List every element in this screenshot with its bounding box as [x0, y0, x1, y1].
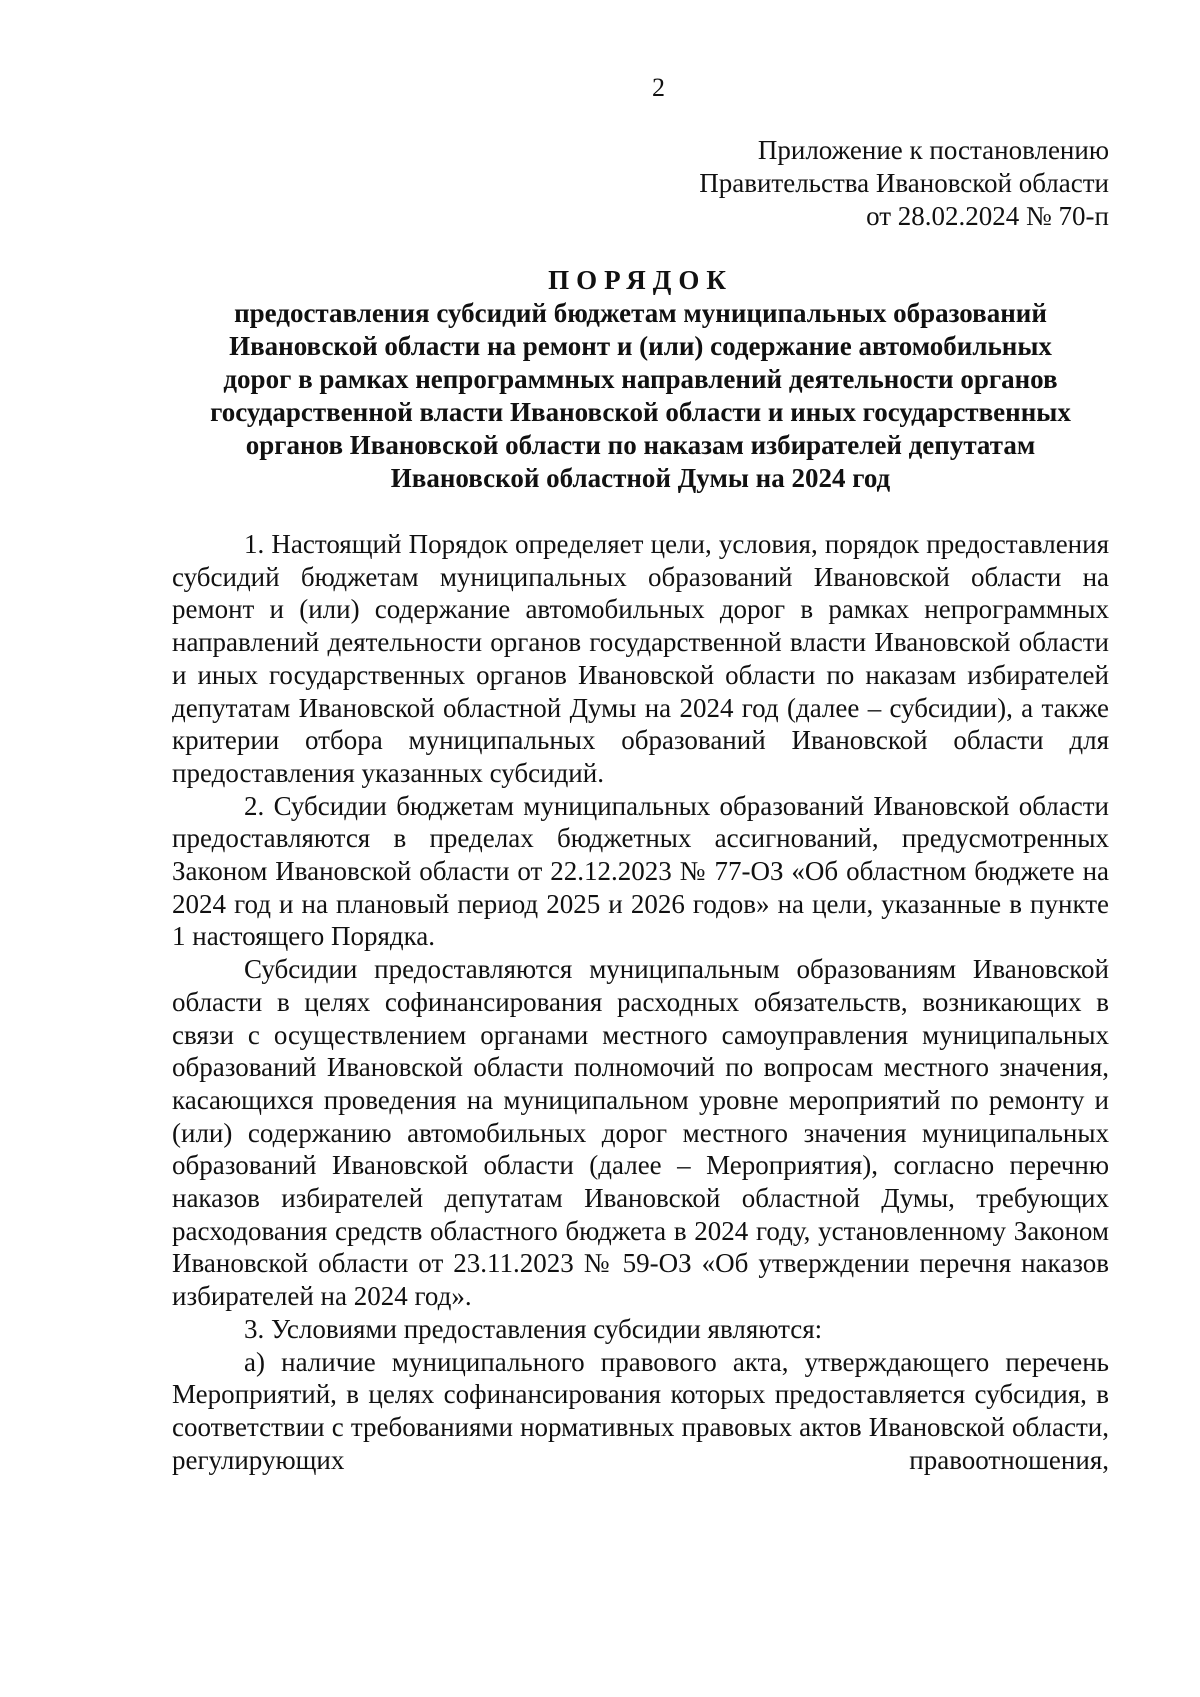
paragraph-5: а) наличие муниципального правового акта, утверждающего перечень Мероприятий, в целях софинансирования которых предоставляется субсидия, в соответствии с требованиями нормативных правовых актов Ивановской области, регулирующих правоотношения, — [172, 1346, 1109, 1475]
paragraph-4: 3. Условиями предоставления субсидии являются: — [244, 1313, 823, 1344]
appendix-header — [172, 134, 1109, 233]
subtitle-line-1: предоставления субсидий бюджетам муниципальных образований — [234, 298, 1047, 328]
subtitle-line-4: государственной власти Ивановской области и иных государственных — [210, 397, 1071, 427]
subtitle-line-3: дорог в рамках непрограммных направлений деятельности органов — [223, 364, 1058, 394]
appendix-line-3: от 28.02.2024 № 70-п — [866, 201, 1109, 231]
subtitle-line-2: Ивановской области на ремонт и (или) содержание автомобильных — [229, 331, 1052, 361]
document-body — [172, 528, 1109, 1476]
subtitle-line-6: Ивановской областной Думы на 2024 год — [390, 463, 891, 493]
paragraph-1: 1. Настоящий Порядок определяет цели, условия, порядок предоставления субсидий бюджетам муниципальных образований Ивановской области на ремонт и (или) содержание автомобильных дорог в рамках непрограммных направлений деятельности органов государственной власти Ивановской области и иных государственных органов Ивановской области по наказам избирателей депутатам Ивановской областной Думы на 2024 год (далее – субсидии), а также критерии отбора муниципальных образований Ивановской области для предоставления указанных субсидий. — [172, 529, 1109, 788]
subtitle-line-5: органов Ивановской области по наказам избирателей депутатам — [245, 430, 1036, 460]
appendix-line-1: Приложение к постановлению — [757, 135, 1109, 165]
document-subtitle — [172, 297, 1109, 495]
paragraph-3: Субсидии предоставляются муниципальным образованиям Ивановской области в целях софинансирования расходных обязательств, возникающих в связи с осуществлением органами местного самоуправления муниципальных образований Ивановской области полномочий по вопросам местного значения, касающихся проведения на муниципальном уровне мероприятий по ремонту и (или) содержанию автомобильных дорог местного значения муниципальных образований Ивановской области (далее – Мероприятия), согласно перечню наказов избирателей депутатам Ивановской областной Думы, требующих расходования средств областного бюджета в 2024 году, установленному Законом Ивановской области от 23.11.2023 № 59-ОЗ «Об утверждении перечня наказов избирателей на 2024 год». — [172, 954, 1109, 1312]
page-number: 2 — [652, 73, 665, 102]
document-title: ПОРЯДОК — [548, 265, 733, 295]
paragraph-2: 2. Субсидии бюджетам муниципальных образований Ивановской области предоставляются в пределах бюджетных ассигнований, предусмотренных Законом Ивановской области от 22.12.2023 № 77-ОЗ «Об областном бюджете на 2024 год и на плановый период 2025 и 2026 годов» на цели, указанные в пункте 1 настоящего Порядка. — [172, 790, 1109, 952]
appendix-line-2: Правительства Ивановской области — [699, 168, 1109, 198]
